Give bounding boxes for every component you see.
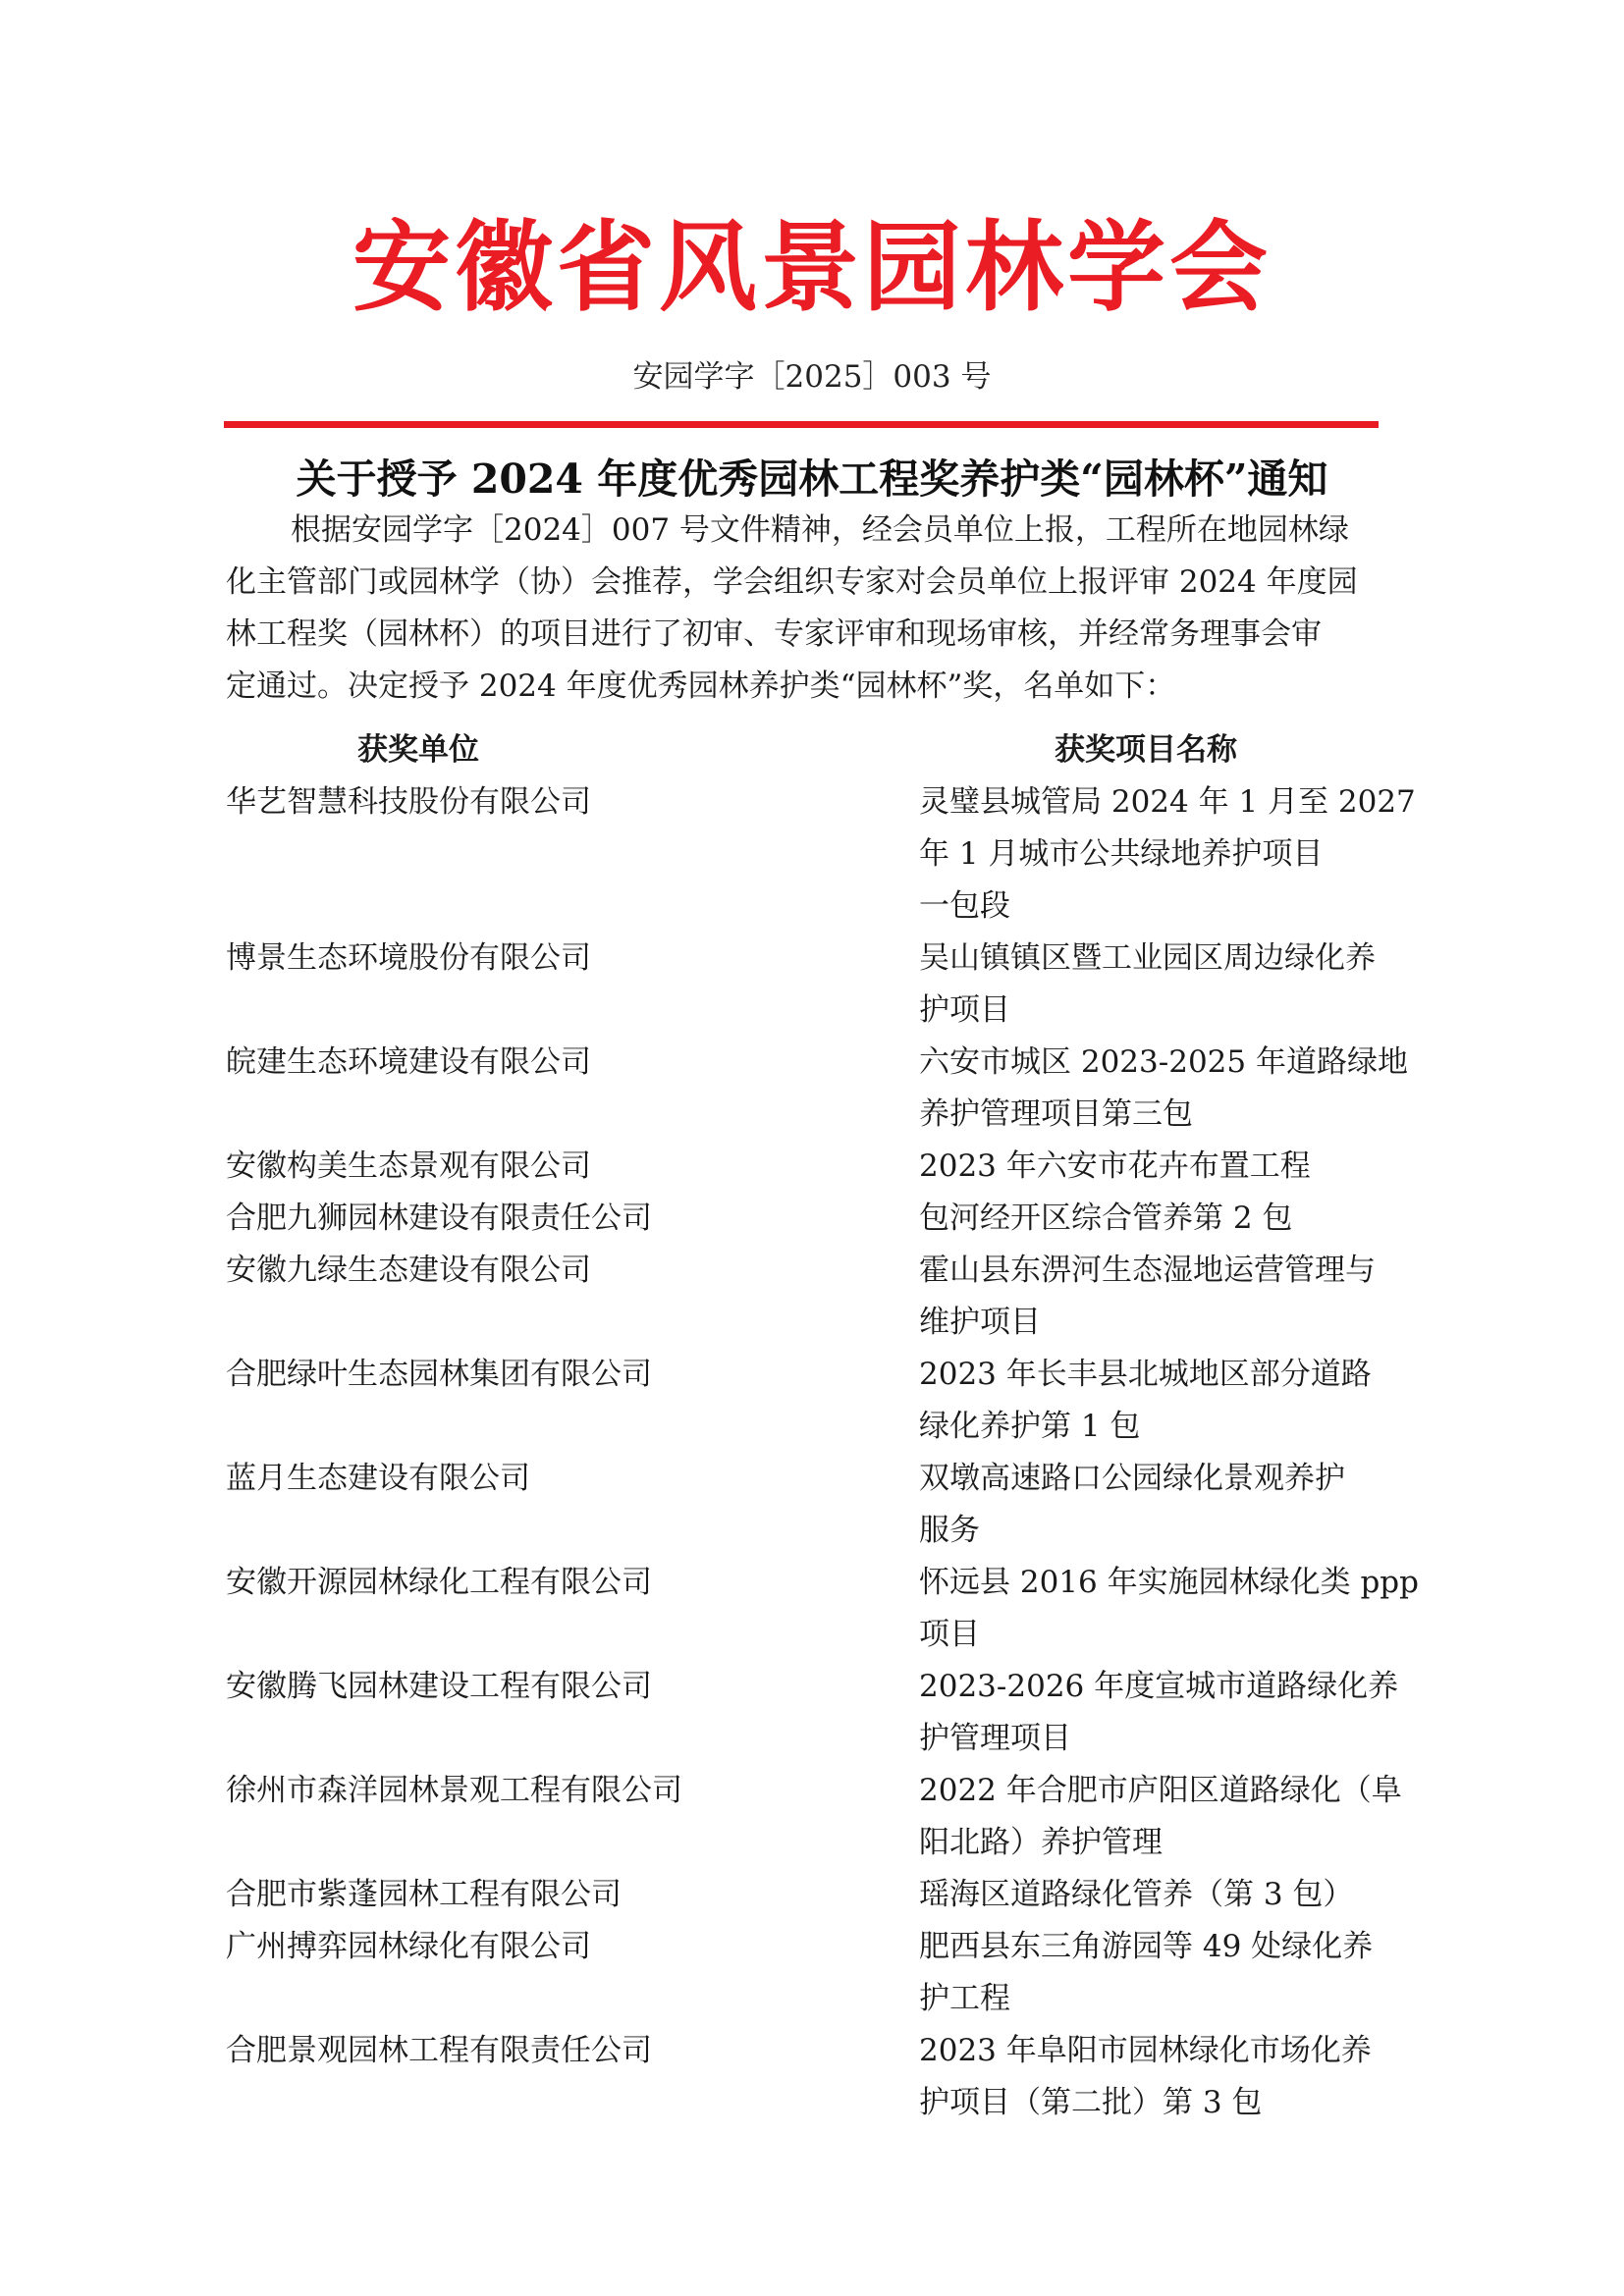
award-project-name <box>919 1245 1416 1349</box>
intro-line: 根据安园学字［2024］007 号文件精神，经会员单位上报，工程所在地园林绿 <box>291 512 1349 548</box>
award-unit-name: 合肥市紫蓬园林工程有限公司 <box>226 1877 622 1912</box>
award-list <box>226 776 1419 2129</box>
document-number: 安园学字［2025］003 号 <box>632 359 992 395</box>
award-unit-name: 安徽构美生态景观有限公司 <box>226 1148 591 1184</box>
award-project-line: 年 1 月城市公共绿地养护项目 <box>919 836 1324 872</box>
award-unit-name: 安徽九绿生态建设有限公司 <box>226 1253 591 1288</box>
award-project-name <box>919 933 1416 1037</box>
award-project-line: 肥西县东三角游园等 49 处绿化养 <box>919 1929 1374 1964</box>
award-row <box>226 1193 1416 1245</box>
award-project-line: 2023 年六安市花卉布置工程 <box>919 1148 1311 1184</box>
award-unit-name: 蓝月生态建设有限公司 <box>226 1461 530 1496</box>
award-project-name <box>919 1869 1416 1921</box>
award-row <box>226 1765 1416 1869</box>
award-project-line: 养护管理项目第三包 <box>919 1096 1193 1132</box>
award-row <box>226 1141 1416 1193</box>
award-row <box>226 2025 1416 2129</box>
award-project-line: 吴山镇镇区暨工业园区周边绿化养 <box>919 940 1376 976</box>
intro-line: 定通过。决定授予 2024 年度优秀园林养护类“园林杯”奖，名单如下： <box>226 668 1176 704</box>
intro-line: 化主管部门或园林学（协）会推荐，学会组织专家对会员单位上报评审 2024 年度园 <box>226 564 1358 600</box>
notice-title: 关于授予 2024 年度优秀园林工程奖养护类“园林杯”通知 <box>296 455 1328 503</box>
award-project-name <box>919 1453 1416 1557</box>
award-project-name <box>919 1765 1416 1869</box>
intro-line: 林工程奖（园林杯）的项目进行了初审、专家评审和现场审核，并经常务理事会审 <box>226 616 1322 652</box>
award-row <box>226 776 1416 933</box>
award-project-name <box>919 1557 1419 1661</box>
award-project-line: 2022 年合肥市庐阳区道路绿化（阜 <box>919 1773 1402 1808</box>
award-project-line: 绿化养护第 1 包 <box>919 1409 1141 1444</box>
award-row <box>226 1245 1416 1349</box>
award-project-name <box>919 1661 1416 1765</box>
award-unit-name: 合肥景观园林工程有限责任公司 <box>226 2033 652 2068</box>
award-unit-name: 博景生态环境股份有限公司 <box>226 940 591 976</box>
award-project-line: 包河经开区综合管养第 2 包 <box>919 1201 1293 1236</box>
award-project-line: 护项目（第二批）第 3 包 <box>919 2085 1263 2120</box>
award-row <box>226 1453 1416 1557</box>
award-row <box>226 1557 1419 1661</box>
award-project-line: 2023 年长丰县北城地区部分道路 <box>919 1357 1372 1392</box>
award-unit-name: 合肥绿叶生态园林集团有限公司 <box>226 1357 652 1392</box>
award-project-line: 护工程 <box>919 1981 1010 2016</box>
award-row <box>226 1869 1416 1921</box>
award-project-line: 护管理项目 <box>919 1721 1071 1756</box>
award-project-line: 瑶海区道路绿化管养（第 3 包） <box>919 1877 1354 1912</box>
award-project-line: 阳北路）养护管理 <box>919 1825 1163 1860</box>
award-project-name <box>919 1921 1416 2025</box>
award-project-line: 六安市城区 2023-2025 年道路绿地 <box>919 1044 1408 1080</box>
intro-paragraph <box>226 505 1416 713</box>
award-unit-name: 华艺智慧科技股份有限公司 <box>226 784 591 820</box>
award-project-line: 怀远县 2016 年实施园林绿化类 ppp <box>919 1565 1419 1600</box>
award-unit-name: 徐州市森洋园林景观工程有限公司 <box>226 1773 682 1808</box>
award-project-line: 服务 <box>919 1513 980 1548</box>
award-project-line: 2023 年阜阳市园林绿化市场化养 <box>919 2033 1372 2068</box>
award-unit-name: 安徽开源园林绿化工程有限公司 <box>226 1565 652 1600</box>
award-project-name <box>919 2025 1416 2129</box>
column-header-project: 获奖项目名称 <box>1055 732 1237 768</box>
award-project-name <box>919 1349 1416 1453</box>
column-header-unit: 获奖单位 <box>357 732 479 768</box>
award-project-line: 护项目 <box>919 992 1010 1028</box>
award-project-line: 2023-2026 年度宣城市道路绿化养 <box>919 1669 1399 1704</box>
award-unit-name: 安徽腾飞园林建设工程有限公司 <box>226 1669 652 1704</box>
organization-title: 安徽省风景园林学会 <box>352 210 1272 325</box>
award-project-line: 双墩高速路口公园绿化景观养护 <box>919 1461 1345 1496</box>
award-row <box>226 933 1416 1037</box>
award-project-name <box>919 776 1416 933</box>
award-project-line: 项目 <box>919 1617 980 1652</box>
award-project-line: 一包段 <box>919 888 1010 924</box>
award-project-line: 维护项目 <box>919 1305 1041 1340</box>
award-row <box>226 1661 1416 1765</box>
award-row <box>226 1921 1416 2025</box>
award-project-line: 灵璧县城管局 2024 年 1 月至 2027 <box>919 784 1416 820</box>
award-row <box>226 1037 1416 1141</box>
award-unit-name: 合肥九狮园林建设有限责任公司 <box>226 1201 652 1236</box>
award-project-name <box>919 1037 1416 1141</box>
award-row <box>226 1349 1416 1453</box>
red-divider-line <box>224 421 1379 428</box>
award-project-name <box>919 1193 1416 1245</box>
award-unit-name: 皖建生态环境建设有限公司 <box>226 1044 591 1080</box>
award-project-name <box>919 1141 1416 1193</box>
award-unit-name: 广州搏弈园林绿化有限公司 <box>226 1929 591 1964</box>
award-project-line: 霍山县东淠河生态湿地运营管理与 <box>919 1253 1376 1288</box>
